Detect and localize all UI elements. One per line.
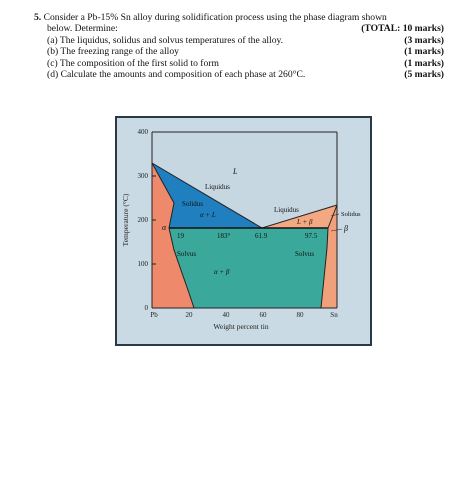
x-axis-label: Weight percent tin bbox=[213, 322, 269, 331]
label-alpha: α bbox=[162, 223, 167, 232]
phase-diagram-figure bbox=[115, 116, 372, 346]
label-liquidus-left: Liquidus bbox=[205, 183, 230, 191]
x-tick-60: 60 bbox=[259, 311, 267, 319]
y-tick-200: 200 bbox=[137, 216, 148, 224]
x-tick-pb: Pb bbox=[150, 311, 158, 319]
label-liquidus-right: Liquidus bbox=[274, 206, 299, 214]
y-tick-100: 100 bbox=[137, 260, 148, 268]
label-solidus-left: Solidus bbox=[182, 200, 204, 208]
label-solidus-right: Solidus bbox=[341, 211, 361, 218]
total-marks: (TOTAL: 10 marks) bbox=[361, 23, 444, 35]
question-part-d bbox=[34, 69, 444, 80]
label-l: L bbox=[233, 167, 238, 176]
question-determine-text: below. Determine: bbox=[47, 23, 118, 35]
y-tick-300: 300 bbox=[137, 172, 148, 180]
label-solvus-left: Solvus bbox=[177, 250, 197, 258]
part-a-marks: (3 marks) bbox=[404, 34, 444, 46]
x-tick-40: 40 bbox=[222, 311, 230, 319]
y-tick-0: 0 bbox=[144, 304, 148, 312]
question-block bbox=[34, 12, 444, 80]
alpha-plus-beta-region bbox=[169, 228, 328, 308]
part-d-marks: (5 marks) bbox=[404, 68, 444, 80]
phase-diagram bbox=[117, 118, 370, 344]
question-intro-line-2 bbox=[34, 23, 444, 34]
x-tick-sn: Sn bbox=[330, 311, 338, 319]
label-l-plus-beta: L + β bbox=[297, 218, 313, 226]
part-d-text: (d) Calculate the amounts and composition of each phase at 260°C. bbox=[47, 68, 306, 80]
y-axis-label: Temperature (°C) bbox=[121, 193, 130, 247]
label-comp-19: 19 bbox=[177, 232, 184, 240]
label-alpha-plus-l: α + L bbox=[200, 211, 216, 219]
x-tick-20: 20 bbox=[185, 311, 193, 319]
label-comp-61-9: 61.9 bbox=[255, 232, 268, 240]
x-tick-80: 80 bbox=[296, 311, 304, 319]
x-ticks bbox=[150, 311, 338, 319]
part-c-text: (c) The composition of the first solid to form bbox=[47, 57, 219, 69]
question-part-b bbox=[34, 46, 444, 57]
label-temp-183: 183° bbox=[217, 232, 231, 240]
label-comp-97-5: 97.5 bbox=[305, 232, 318, 240]
label-solvus-right: Solvus bbox=[295, 250, 315, 258]
part-c-marks: (1 marks) bbox=[404, 57, 444, 69]
question-number: 5. bbox=[34, 12, 42, 23]
part-a-text: (a) The liquidus, solidus and solvus temperatures of the alloy. bbox=[47, 34, 284, 46]
question-part-a bbox=[34, 35, 444, 46]
question-part-c bbox=[34, 58, 444, 69]
part-b-text: (b) The freezing range of the alloy bbox=[47, 46, 179, 58]
question-intro-text: Consider a Pb-15% Sn alloy during solidification process using the phase diagram shown bbox=[43, 12, 387, 23]
label-alpha-plus-beta: α + β bbox=[214, 268, 230, 276]
label-beta: β bbox=[344, 224, 348, 233]
question-intro-line-1 bbox=[34, 12, 444, 23]
y-tick-400: 400 bbox=[137, 128, 148, 136]
part-b-marks: (1 marks) bbox=[404, 46, 444, 58]
